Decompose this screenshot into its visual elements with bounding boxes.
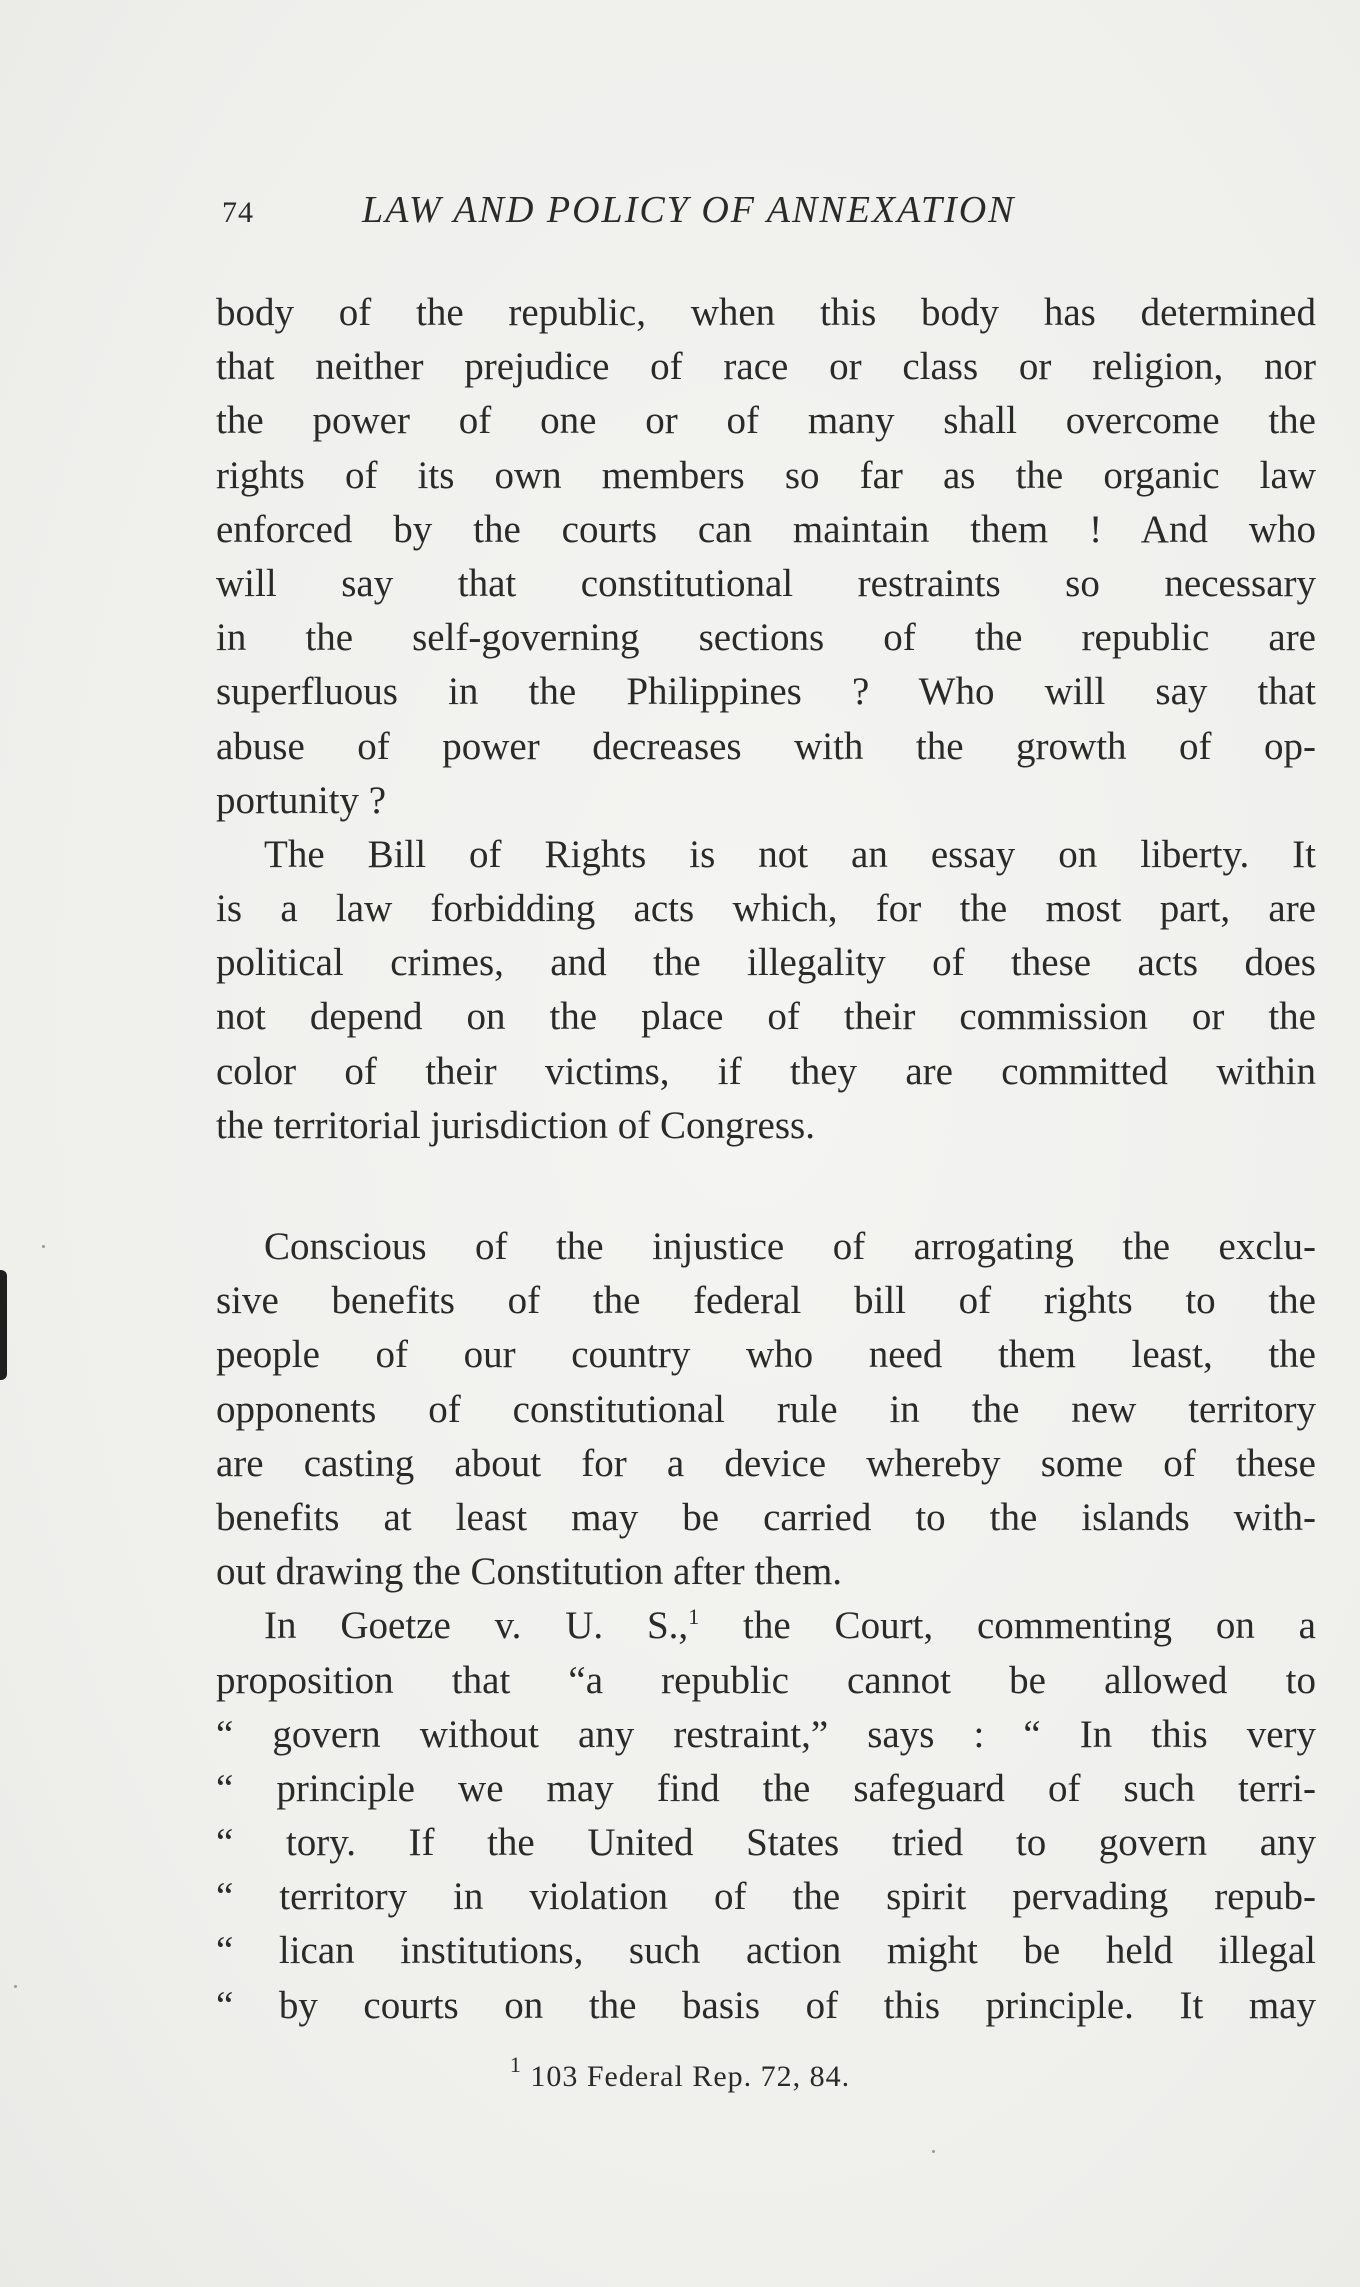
text-line: the territorial jurisdiction of Congress.	[216, 1103, 815, 1147]
footnote-marker: 1	[509, 2052, 522, 2077]
text-line: benefits at least may be carried to the islands with-	[216, 1495, 1316, 1539]
text-line: in the self-governing sections of the republic are	[216, 616, 1316, 660]
running-title: LAW AND POLICY OF ANNEXATION	[362, 189, 1016, 231]
text-line: the power of one or of many shall overcome the	[216, 399, 1316, 443]
footnote-text: 103 Federal Rep. 72, 84.	[530, 2060, 851, 2093]
text-line: “ lican institutions, such action might be held illegal	[216, 1929, 1316, 1973]
paper-speck	[932, 2150, 935, 2153]
text-line: “ by courts on the basis of this principle. It may	[216, 1983, 1316, 2027]
text-line: that neither prejudice of race or class or religion, nor	[216, 345, 1316, 389]
paragraph-first-line: The Bill of Rights is not an essay on liberty. It	[264, 832, 1316, 876]
text-line: portunity ?	[216, 778, 387, 822]
text-line: out drawing the Constitution after them.	[216, 1550, 843, 1594]
text-line: abuse of power decreases with the growth of op-	[216, 724, 1316, 768]
text-line: “ principle we may find the safeguard of such terri-	[216, 1766, 1316, 1810]
text-line: “ territory in violation of the spirit pervading repub-	[216, 1875, 1316, 1919]
text-line: color of their victims, if they are committed within	[216, 1049, 1316, 1093]
text-line: body of the republic, when this body has determined	[216, 291, 1316, 334]
text-line: “ govern without any restraint,” says : “ In this very	[216, 1712, 1316, 1756]
text-line: not depend on the place of their commission or the	[216, 995, 1316, 1039]
text-line: proposition that “a republic cannot be allowed to	[216, 1658, 1316, 1702]
text-line: superfluous in the Philippines ? Who will say that	[216, 670, 1316, 714]
text-line: are casting about for a device whereby some of these	[216, 1441, 1316, 1485]
body-text-section-1	[216, 286, 1316, 1153]
text-line: political crimes, and the illegality of these acts does	[216, 941, 1316, 985]
citation-tail: the Court, commenting on a	[699, 1604, 1316, 1648]
text-line: enforced by the courts can maintain them ! And who	[216, 507, 1316, 551]
page-header	[222, 188, 1222, 238]
text-line: sive benefits of the federal bill of rights to the	[216, 1279, 1316, 1323]
footnote-ref: 1	[688, 1604, 700, 1630]
text-line: people of our country who need them least, the	[216, 1333, 1316, 1377]
text-line: rights of its own members so far as the organic law	[216, 453, 1316, 497]
paragraph-first-line	[216, 1599, 1316, 1653]
paper-speck	[42, 1245, 45, 1248]
text-line: opponents of constitutional rule in the new territory	[216, 1387, 1316, 1431]
text-line: is a law forbidding acts which, for the most part, are	[216, 887, 1316, 931]
page-number: 74	[222, 196, 254, 229]
text-line: will say that constitutional restraints so necessary	[216, 561, 1316, 605]
binding-edge-mark	[0, 1270, 7, 1380]
paper-speck	[14, 1985, 17, 1988]
paragraph-first-line: Conscious of the injustice of arrogating the exclu-	[264, 1225, 1316, 1268]
text-line: “ tory. If the United States tried to govern any	[216, 1821, 1316, 1865]
citation-lead: In Goetze v. U. S.,	[264, 1604, 689, 1648]
body-text-section-2	[216, 1220, 1316, 2033]
footnote	[0, 2052, 1360, 2094]
